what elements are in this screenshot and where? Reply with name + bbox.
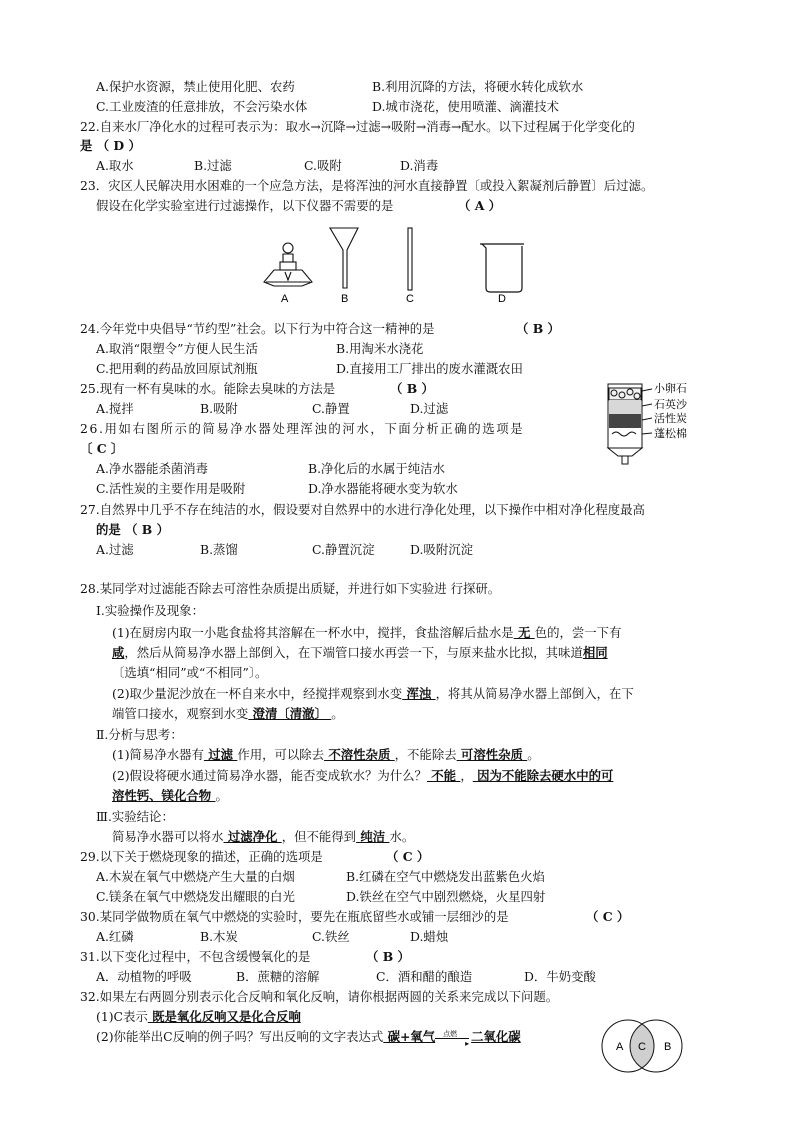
q25-answer: （ B ） <box>390 381 434 396</box>
filter-label-activated-carbon: 活性炭 <box>654 412 687 425</box>
q27-option-d: D.吸附沉淀 <box>410 542 473 557</box>
q30-answer: （ C ） <box>586 909 630 924</box>
water-filter-icon <box>608 384 652 464</box>
q24-option-c: C.把用剩的药品放回原试剂瓶 <box>96 361 258 376</box>
q27-option-c: C.静置沉淀 <box>312 542 375 557</box>
q23-stem-2: 假设在化学实验室进行过滤操作，以下仪器不需要的是 <box>96 198 394 213</box>
q22-stem: 22.自来水厂净化水的过程可表示为：取水→沉降→过滤→吸附→消毒→配水。以下过程属于化学变化的 <box>80 119 635 134</box>
q28-section-3: Ⅲ.实验结论： <box>96 809 174 824</box>
q21-option-c: C.工业废渣的任意排放，不会污染水体 <box>96 99 308 114</box>
answer-blank: 浑浊 <box>402 686 436 701</box>
q28-section-2: Ⅱ.分析与思考： <box>96 727 183 742</box>
q28-conclusion: 简易净水器可以将水 过滤净化 ，但不能得到 纯洁 水。 <box>112 829 415 844</box>
q30-option-c: C.铁丝 <box>312 929 350 944</box>
q27-stem: 27.自然界中几乎不存在纯洁的水，假设要对自然界中的水进行净化处理，以下操作中相对净化程度最高 <box>80 502 645 517</box>
label-b: B <box>341 293 349 305</box>
label-c: C <box>406 293 414 305</box>
q22-option-d: D.消毒 <box>400 158 439 173</box>
q21-option-d: D.城市浇花，使用喷灌、滴灌技术 <box>372 99 559 114</box>
q23-stem: 23．灾区人民解决用水困难的一个应急方法，是将浑浊的河水直接静置〔或投入絮凝剂后静置〕后过滤。 <box>80 178 654 193</box>
q31-option-c: C．酒和醋的酿造 <box>376 969 473 984</box>
q22-option-a: A.取水 <box>96 158 134 173</box>
q21-option-a: A.保护水资源，禁止使用化肥、农药 <box>96 79 295 94</box>
q30-stem: 30.某同学做物质在氧气中燃烧的实验时，要先在瓶底留些水或铺一层细沙的是 <box>80 909 509 924</box>
q29-answer: （ C ） <box>386 849 430 864</box>
q31-option-d: D．牛奶变酸 <box>524 969 596 984</box>
answer-blank: 无 <box>513 625 535 640</box>
answer-blank: 纯洁 <box>356 829 390 844</box>
q32-part-1: (1)C表示 既是氧化反响又是化合反响 <box>96 1009 301 1024</box>
q22-option-b: B.过滤 <box>194 158 232 173</box>
venn-label-c: C <box>638 1041 646 1053</box>
q29-option-a: A.木炭在氧气中燃烧产生大量的白烟 <box>96 869 295 884</box>
q31-stem: 31.以下变化过程中，不包含缓慢氧化的是 <box>80 949 311 964</box>
q25-stem: 25.现有一杯有臭味的水。能除去臭味的方法是 <box>80 381 336 396</box>
q28-stem: 28.某同学对过滤能否除去可溶性杂质提出质疑，并进行如下实验进 行探研。 <box>80 581 501 596</box>
q28-section-1: I.实验操作及现象： <box>96 603 204 618</box>
q26-option-d: D.净水器能将硬水变为软水 <box>308 481 458 496</box>
q31-option-a: A．动植物的呼吸 <box>96 969 192 984</box>
q28-analysis-2-cont: 溶性钙、镁化合物 。 <box>112 788 228 803</box>
q24-option-a: A.取消“限塑令”方便人民生活 <box>96 341 258 356</box>
answer-blank: 溶性钙、镁化合物 <box>112 788 216 803</box>
venn-label-b: B <box>664 1041 672 1053</box>
q28-p1-line3: 〔选填“相同”或“不相同”〕。 <box>112 665 268 680</box>
venn-label-a: A <box>616 1041 624 1053</box>
q23-answer: （ A ） <box>458 198 502 213</box>
q28-p1-line1: (1)在厨房内取一小匙食盐将其溶解在一杯水中，搅拌，食盐溶解后盐水是 无 色的，尝一下有 <box>112 625 622 640</box>
apparatus-figure <box>250 224 540 306</box>
answer-blank: 相同 <box>582 645 608 660</box>
q26-stem: 26.用如右图所示的简易净水器处理浑浊的河水，下面分析正确的选项是 <box>80 421 525 436</box>
q24-answer: （ B ） <box>516 321 560 336</box>
q26-option-a: A.净水器能杀菌消毒 <box>96 461 209 476</box>
q24-option-d: D.直接用工厂排出的废水灌溉农田 <box>336 361 523 376</box>
q28-p1-line2: 咸，然后从简易净水器上部倒入，在下端管口接水再尝一下，与原来盐水比拟，其味道相同 <box>112 645 608 660</box>
q30-option-a: A.红磷 <box>96 929 134 944</box>
q25-option-b: B.吸附 <box>200 401 238 416</box>
q24-stem: 24.今年党中央倡导“节约型”社会。以下行为中符合这一精神的是 <box>80 321 435 336</box>
label-a: A <box>281 293 289 305</box>
answer-blank: 过滤 <box>203 747 238 762</box>
q25-option-c: C.静置 <box>312 401 350 416</box>
q21-option-b: B.利用沉降的方法，将硬水转化成软水 <box>372 79 584 94</box>
q22-option-c: C.吸附 <box>304 158 342 173</box>
q32-part-2: (2)你能举出C反响的例子吗？写出反响的文字表达式 碳+氧气 点燃 ▸ 二氧化碳 <box>96 1029 521 1048</box>
q29-option-c: C.镁条在氧气中燃烧发出耀眼的白光 <box>96 889 295 904</box>
q32-stem: 32.如果左右两圆分别表示化合反响和氧化反响，请你根据两圆的关系来完成以下问题。 <box>80 989 559 1004</box>
beaker-icon <box>480 244 524 292</box>
alcohol-lamp-icon <box>264 243 312 286</box>
q26-option-c: C.活性炭的主要作用是吸附 <box>96 481 246 496</box>
filter-label-pebbles: 小卵石 <box>654 382 687 395</box>
glass-rod-icon <box>408 228 412 290</box>
q30-option-b: B.木炭 <box>200 929 238 944</box>
answer-blank: 咸 <box>112 645 125 660</box>
q25-option-a: A.搅拌 <box>96 401 134 416</box>
answer-blank: 过滤净化 <box>223 829 282 844</box>
answer-blank: 澄清〔清澈〕 <box>248 706 332 721</box>
q24-option-b: B.用淘米水浇花 <box>336 341 424 356</box>
ignition-arrow: 点燃 ▸ <box>435 1032 471 1044</box>
q22-stem-answer: 是 （ D ） <box>80 138 141 153</box>
venn-diagram <box>598 1018 694 1074</box>
q31-answer: （ B ） <box>366 949 410 964</box>
label-d: D <box>498 293 506 305</box>
answer-blank: 不溶性杂质 <box>324 747 395 762</box>
answer-blank: 既是氧化反响又是化合反响 <box>147 1009 301 1024</box>
q29-option-b: B.红磷在空气中燃烧发出蓝紫色火焰 <box>346 869 545 884</box>
q29-stem: 29.以下关于燃烧现象的描述，正确的选项是 <box>80 849 323 864</box>
q26-answer: 〔 C 〕 <box>80 441 124 456</box>
filter-label-cotton: 蓬松棉 <box>654 427 687 440</box>
q28-analysis-2: (2)假设将硬水通过简易净水器，能否变成软水？为什么？ 不能 ， 因为不能除去硬水中的可 <box>112 768 614 783</box>
answer-blank: 因为不能除去硬水中的可 <box>472 768 614 783</box>
q27-option-a: A.过滤 <box>96 542 134 557</box>
q28-p2-line1: (2)取少量泥沙放在一杯自来水中，经搅拌观察到水变 浑浊 ，将其从简易净水器上部倒入，在下 <box>112 686 634 701</box>
answer-blank: 二氧化碳 <box>471 1029 521 1044</box>
q29-option-d: D.铁丝在空气中剧烈燃烧，火星四射 <box>346 889 546 904</box>
q27-option-b: B.蒸馏 <box>200 542 238 557</box>
water-filter-figure <box>600 378 720 468</box>
filter-label-quartz-sand: 石英沙 <box>654 398 687 411</box>
answer-blank: 可溶性杂质 <box>456 747 528 762</box>
answer-blank: 碳+氧气 <box>383 1029 436 1044</box>
q31-option-b: B．蔗糖的溶解 <box>236 969 320 984</box>
q25-option-d: D.过滤 <box>410 401 449 416</box>
q30-option-d: D.蜡烛 <box>410 929 449 944</box>
q28-p2-line2: 端管口接水，观察到水变 澄清〔清澈〕 。 <box>112 706 344 721</box>
q27-stem-answer: 的是 （ B ） <box>96 522 169 537</box>
q26-option-b: B.净化后的水属于纯洁水 <box>308 461 445 476</box>
q28-analysis-1: (1)简易净水器有 过滤 作用，可以除去 不溶性杂质 ，不能除去 可溶性杂质 。 <box>112 747 540 762</box>
answer-blank: 不能 <box>426 768 461 783</box>
funnel-icon <box>330 228 358 288</box>
